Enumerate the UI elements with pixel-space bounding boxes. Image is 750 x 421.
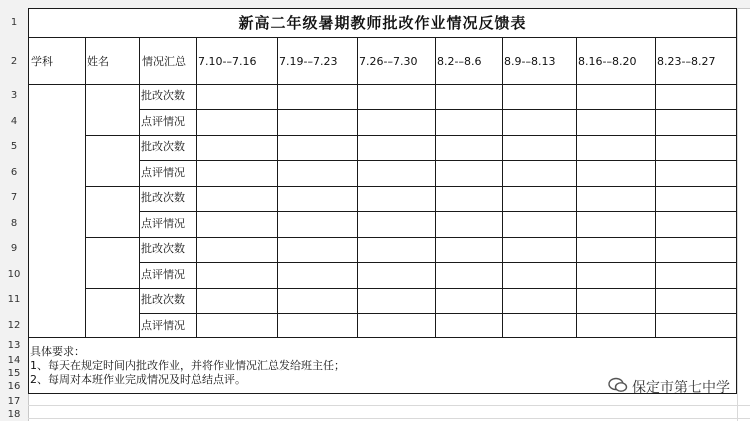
- row-number[interactable]: 6: [10, 167, 18, 178]
- row-label[interactable]: 批改次数: [141, 89, 185, 102]
- header-name[interactable]: 姓名: [87, 55, 109, 68]
- sheet-title[interactable]: 新高二年级暑期教师批改作业情况反馈表: [238, 14, 527, 32]
- header-subject[interactable]: 学科: [31, 55, 53, 68]
- header-week-6[interactable]: 8.16-–8.20: [578, 55, 637, 68]
- notes-line-2[interactable]: 2、每周对本班作业完成情况及时总结点评。: [30, 373, 246, 386]
- header-week-3[interactable]: 7.26-–7.30: [359, 55, 418, 68]
- grid-line: [435, 37, 436, 337]
- grid-line: [85, 237, 737, 238]
- header-week-5[interactable]: 8.9-–8.13: [504, 55, 556, 68]
- grid-line: [85, 288, 737, 289]
- header-week-7[interactable]: 8.23-–8.27: [657, 55, 716, 68]
- grid-line: [28, 418, 750, 419]
- row-number[interactable]: 12: [7, 320, 21, 331]
- grid-line: [28, 84, 737, 85]
- row-number[interactable]: 2: [10, 56, 18, 67]
- row-label[interactable]: 批改次数: [141, 191, 185, 204]
- grid-line: [576, 37, 577, 337]
- grid-line: [139, 262, 737, 263]
- row-number[interactable]: 14: [7, 355, 21, 366]
- grid-line: [277, 37, 278, 337]
- grid-line: [85, 37, 86, 337]
- row-label[interactable]: 点评情况: [141, 319, 185, 332]
- row-number[interactable]: 5: [10, 141, 18, 152]
- header-week-2[interactable]: 7.19-–7.23: [279, 55, 338, 68]
- row-label[interactable]: 点评情况: [141, 115, 185, 128]
- row-label[interactable]: 批改次数: [141, 242, 185, 255]
- row-number[interactable]: 18: [7, 409, 21, 420]
- row-number[interactable]: 11: [7, 294, 21, 305]
- grid-line: [139, 211, 737, 212]
- grid-line: [357, 37, 358, 337]
- row-number[interactable]: 17: [7, 396, 21, 407]
- row-label[interactable]: 点评情况: [141, 217, 185, 230]
- wechat-icon: [608, 377, 628, 397]
- header-week-4[interactable]: 8.2-–8.6: [437, 55, 482, 68]
- row-number[interactable]: 3: [10, 90, 18, 101]
- row-number[interactable]: 15: [7, 368, 21, 379]
- header-summary[interactable]: 情况汇总: [142, 55, 186, 68]
- row-number[interactable]: 4: [10, 116, 18, 127]
- row-number[interactable]: 8: [10, 218, 18, 229]
- notes-line-1[interactable]: 1、每天在规定时间内批改作业，并将作业情况汇总发给班主任；: [30, 359, 345, 372]
- row-number[interactable]: 7: [10, 192, 18, 203]
- row-number[interactable]: 10: [7, 269, 21, 280]
- row-number[interactable]: 13: [7, 340, 21, 351]
- grid-line: [139, 109, 737, 110]
- header-week-1[interactable]: 7.10-–7.16: [198, 55, 257, 68]
- watermark: [608, 377, 730, 397]
- row-label[interactable]: 点评情况: [141, 166, 185, 179]
- grid-line: [85, 135, 737, 136]
- row-number[interactable]: 9: [10, 243, 18, 254]
- grid-line: [139, 160, 737, 161]
- title-divider: [28, 37, 737, 38]
- row-label[interactable]: 点评情况: [141, 268, 185, 281]
- grid-line: [139, 37, 140, 337]
- grid-line: [655, 37, 656, 337]
- grid-line: [502, 37, 503, 337]
- row-number[interactable]: 16: [7, 381, 21, 392]
- grid-line: [85, 186, 737, 187]
- grid-line: [28, 405, 750, 406]
- row-label[interactable]: 批改次数: [141, 293, 185, 306]
- row-number[interactable]: 1: [10, 17, 18, 28]
- watermark-text: 保定市第七中学: [632, 380, 730, 396]
- grid-line: [196, 37, 197, 337]
- row-label[interactable]: 批改次数: [141, 140, 185, 153]
- notes-heading[interactable]: 具体要求：: [30, 345, 85, 358]
- grid-line: [737, 8, 738, 421]
- grid-line: [28, 337, 737, 338]
- grid-line: [139, 313, 737, 314]
